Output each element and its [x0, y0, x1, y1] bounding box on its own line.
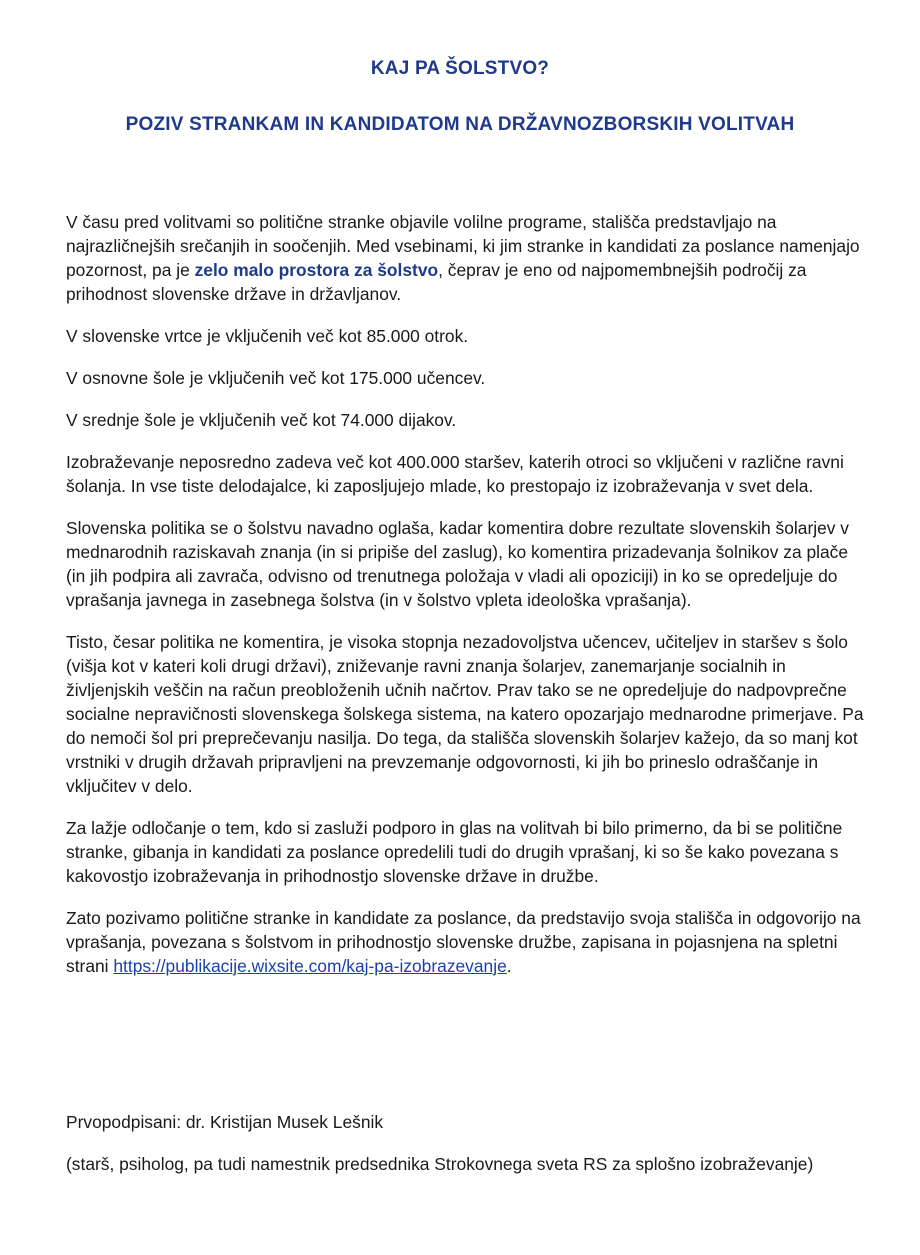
paragraph-call-text-end: . [506, 956, 512, 976]
document-title: KAJ PA ŠOLSTVO? [370, 58, 550, 79]
paragraph-parents: Izobraževanje neposredno zadeva več kot 400.000 staršev, katerih otroci so vključeni v različne ravni šolanja. In vse tiste delodajalce, ki zaposljujejo mlade, ko prestopajo iz izobraževanja v svet dela. [66, 452, 844, 496]
paragraph-call-text-start: Zato pozivamo politične stranke in kandidate za poslance, da predstavijo svoja stališča in odgovorijo na vprašanja, povezana s šolstvom in prihodnostjo slovenske družbe, zapisana in pojasnjena na spletni strani [66, 908, 861, 976]
paragraph-call-to-action [66, 906, 866, 978]
paragraph-intro-text-start: V času pred volitvami so politične stranke objavile volilne programe, stališča predstavljajo na najrazličnejših srečanjih in soočenjih. Med vsebinami, ki jim stranke in kandidati za poslance namenjajo pozornost, pa je [66, 212, 860, 280]
paragraph-secondary-schools: V srednje šole je vključenih več kot 74.000 dijakov. [66, 410, 457, 430]
signature-role: (starš, psiholog, pa tudi namestnik predsednika Strokovnega sveta RS za splošno izobraževanje) [66, 1154, 814, 1174]
document-body [66, 210, 866, 996]
paragraph-primary-schools: V osnovne šole je vključenih več kot 175.000 učencev. [66, 368, 486, 388]
paragraph-decision-making: Za lažje odločanje o tem, kdo si zasluži podporo in glas na volitvah bi bilo primerno, da bi se politične stranke, gibanja in kandidati za poslance opredelili tudi do drugih vprašanj, ki so še kako povezana s kakovostjo izobraževanja in prihodnostjo slovenske države in družbe. [66, 818, 843, 886]
signature-name: Prvopodpisani: dr. Kristijan Musek Lešnik [66, 1112, 384, 1132]
highlighted-phrase: zelo malo prostora za šolstvo [194, 260, 439, 280]
website-link[interactable]: https://publikacije.wixsite.com/kaj-pa-izobrazevanje [113, 956, 507, 976]
paragraph-uncommented-issues: Tisto, česar politika ne komentira, je visoka stopnja nezadovoljstva učencev, učiteljev in staršev s šolo (višja kot v kateri koli drugi državi), zniževanje ravni znanja šolarjev, zanemarjanje socialnih in življenjskih veščin na račun preobloženih učnih načrtov. Prav tako se ne opredeljuje do nadpovprečne socialne nepravičnosti slovenskega šolskega sistema, na katero opozarjajo mednarodne primerjave. Pa do nemoči šol pri preprečevanju nasilja. Do tega, da stališča slovenskih šolarjev kažejo, da so manj kot vrstniki v drugih državah pripravljeni na prevzemanje odgovornosti, ki jih bo prineslo odraščanje in vključitev v delo. [66, 632, 864, 796]
paragraph-intro [66, 210, 866, 306]
paragraph-intro-text-end: , čeprav je eno od najpomembnejših področij za prihodnost slovenske države in državljanov. [66, 260, 807, 304]
document-subtitle: POZIV STRANKAM IN KANDIDATOM NA DRŽAVNOZBORSKIH VOLITVAH [125, 114, 795, 135]
signature-block [66, 1110, 866, 1194]
paragraph-politics: Slovenska politika se o šolstvu navadno oglaša, kadar komentira dobre rezultate slovenskih šolarjev v mednarodnih raziskavah znanja (in si pripiše del zaslug), ko komentira prizadevanja šolnikov za plače (in jih podpira ali zavrača, odvisno od trenutnega položaja v vladi ali opoziciji) in ko se opredeljuje do vprašanja javnega in zasebnega šolstva (in v šolstvo vpleta ideološka vprašanja). [66, 518, 850, 610]
paragraph-kindergartens: V slovenske vrtce je vključenih več kot 85.000 otrok. [66, 326, 469, 346]
